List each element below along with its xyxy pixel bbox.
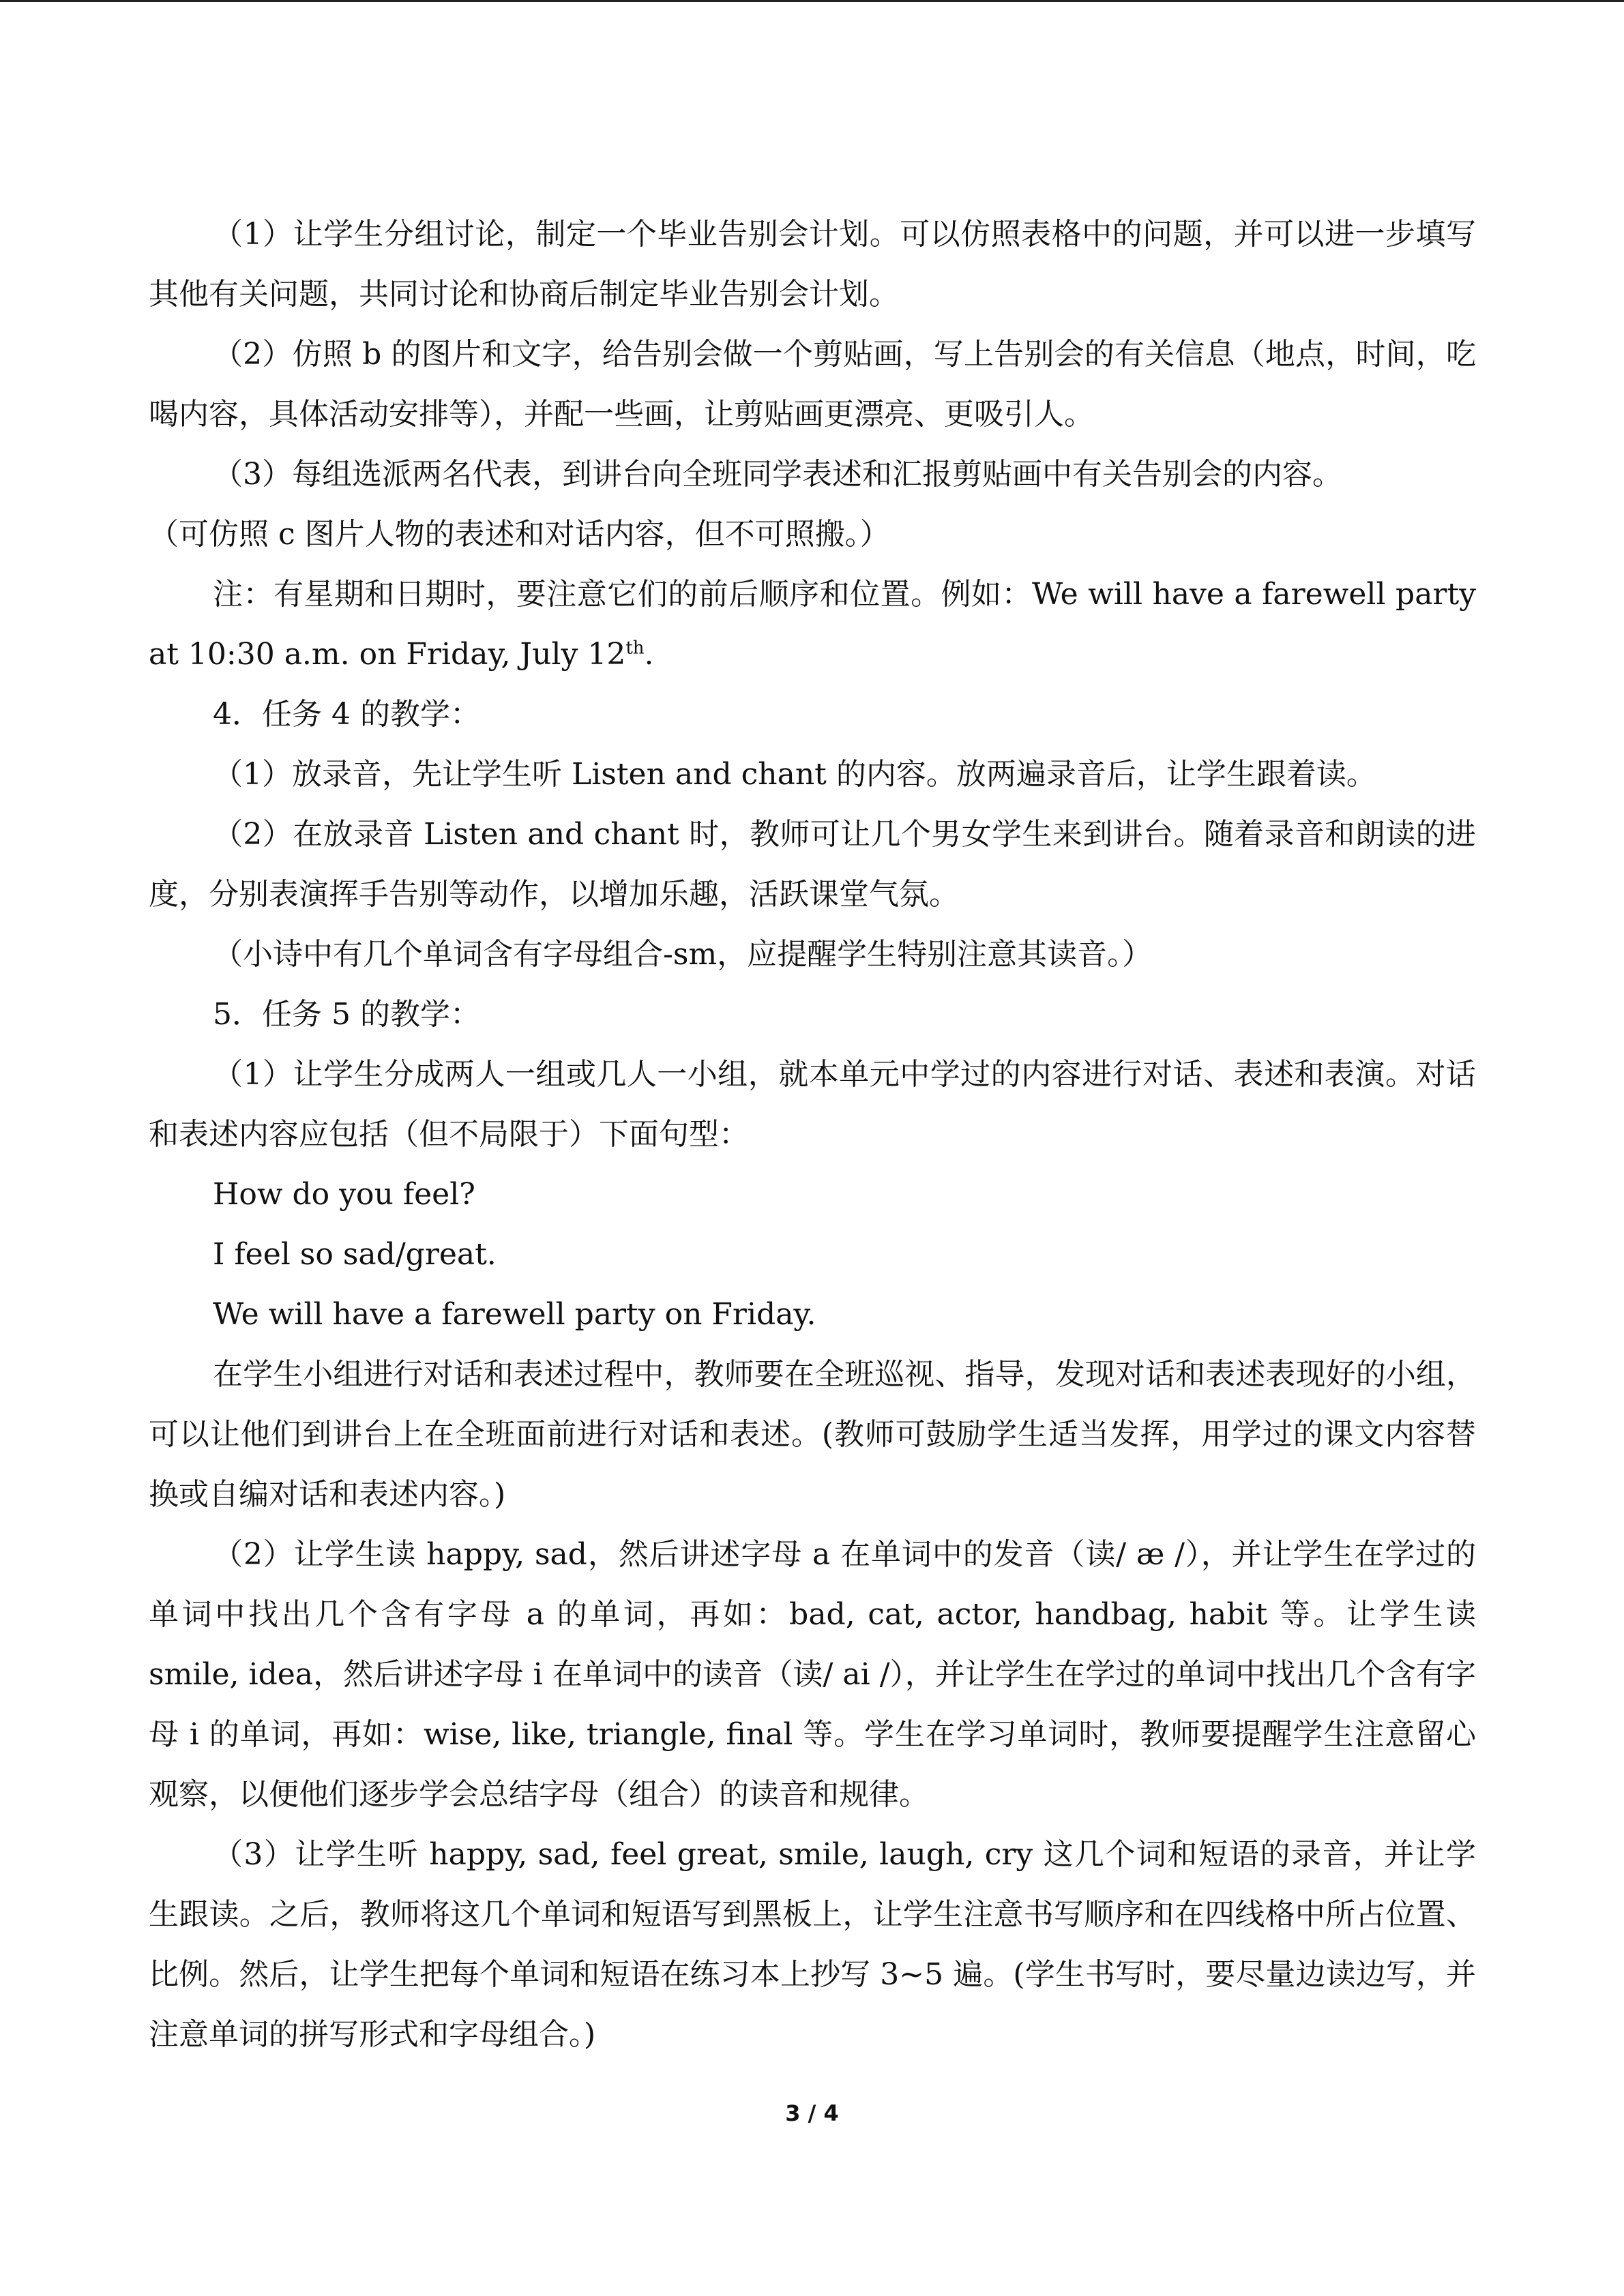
date-note-period: . [644,637,654,672]
top-border-line [0,0,1624,2]
paragraph-task3-step2: （2）仿照 b 的图片和文字，给告别会做一个剪贴画，写上告别会的有关信息（地点，时间，吃喝内容，具体活动安排等），并配一些画，让剪贴画更漂亮、更吸引人。 [149,337,1476,432]
document-body [149,205,1476,2065]
heading-task5: 5．任务 5 的教学： [213,997,480,1032]
paragraph-task5-step3: （3）让学生听 happy, sad, feel great, smile, laugh, cry 这几个词和短语的录音，并让学生跟读。之后，教师将这几个单词和短语写到黑板上，让学生注意书写顺序和在四线格中所占位置、比例。然后，让学生把每个单词和短语在练习本上抄写 3~5 遍。(学生书写时，要尽量边读边写，并注意单词的拼写形式和字母组合。) [149,1837,1476,2052]
paragraph-task4-step1: （1）放录音，先让学生听 Listen and chant 的内容。放两遍录音后，让学生跟着读。 [213,757,1376,792]
paragraph-task5-step1: （1）让学生分成两人一组或几人一小组，就本单元中学过的内容进行对话、表述和表演。对话和表述内容应包括（但不局限于）下面句型： [149,1057,1476,1152]
sentence-pattern-3: We will have a farewell party on Friday. [213,1297,816,1332]
paragraph-task5-step2: （2）让学生读 happy, sad，然后讲述字母 a 在单词中的发音（读/ æ /），并让学生在学过的单词中找出几个含有字母 a 的单词，再如：bad, cat, actor, handbag, habit 等。让学生读 smile, idea，然后讲述字母 i 在单词中的读音（读/ ai /），并让学生在学过的单词中找出几个含有字母 i 的单词，再如：wise, like, triangle, final 等。学生在学习单词时，教师要提醒学生注意留心观察，以便他们逐步学会总结字母（组合）的读音和规律。 [149,1537,1476,1812]
paragraph-task3-step1: （1）让学生分组讨论，制定一个毕业告别会计划。可以仿照表格中的问题，并可以进一步填写其他有关问题，共同讨论和协商后制定毕业告别会计划。 [149,217,1476,312]
date-note-superscript: th [625,638,645,659]
date-note-text: 注：有星期和日期时，要注意它们的前后顺序和位置。例如：We will have a farewell party at 10:30 a.m. on Friday, July 12 [149,577,1476,672]
sentence-pattern-2: I feel so sad/great. [213,1237,497,1272]
page-number: 3 / 4 [785,2100,839,2126]
paragraph-task4-step2: （2）在放录音 Listen and chant 时，教师可让几个男女学生来到讲台。随着录音和朗读的进度，分别表演挥手告别等动作，以增加乐趣，活跃课堂气氛。 [149,817,1476,912]
paragraph-date-note [149,565,1476,685]
paragraph-task4-note: （小诗中有几个单词含有字母组合-sm，应提醒学生特别注意其读音。） [213,937,1153,972]
paragraph-task5-guidance: 在学生小组进行对话和表述过程中，教师要在全班巡视、指导，发现对话和表述表现好的小组，可以让他们到讲台上在全班面前进行对话和表述。(教师可鼓励学生适当发挥，用学过的课文内容替换或自编对话和表述内容。) [149,1357,1476,1512]
paragraph-task3-note-c: （可仿照 c 图片人物的表述和对话内容，但不可照搬。） [149,517,890,552]
sentence-pattern-1: How do you feel? [213,1177,475,1212]
paragraph-task3-step3: （3）每组选派两名代表，到讲台向全班同学表述和汇报剪贴画中有关告别会的内容。 [213,457,1342,492]
heading-task4: 4．任务 4 的教学： [213,697,480,732]
